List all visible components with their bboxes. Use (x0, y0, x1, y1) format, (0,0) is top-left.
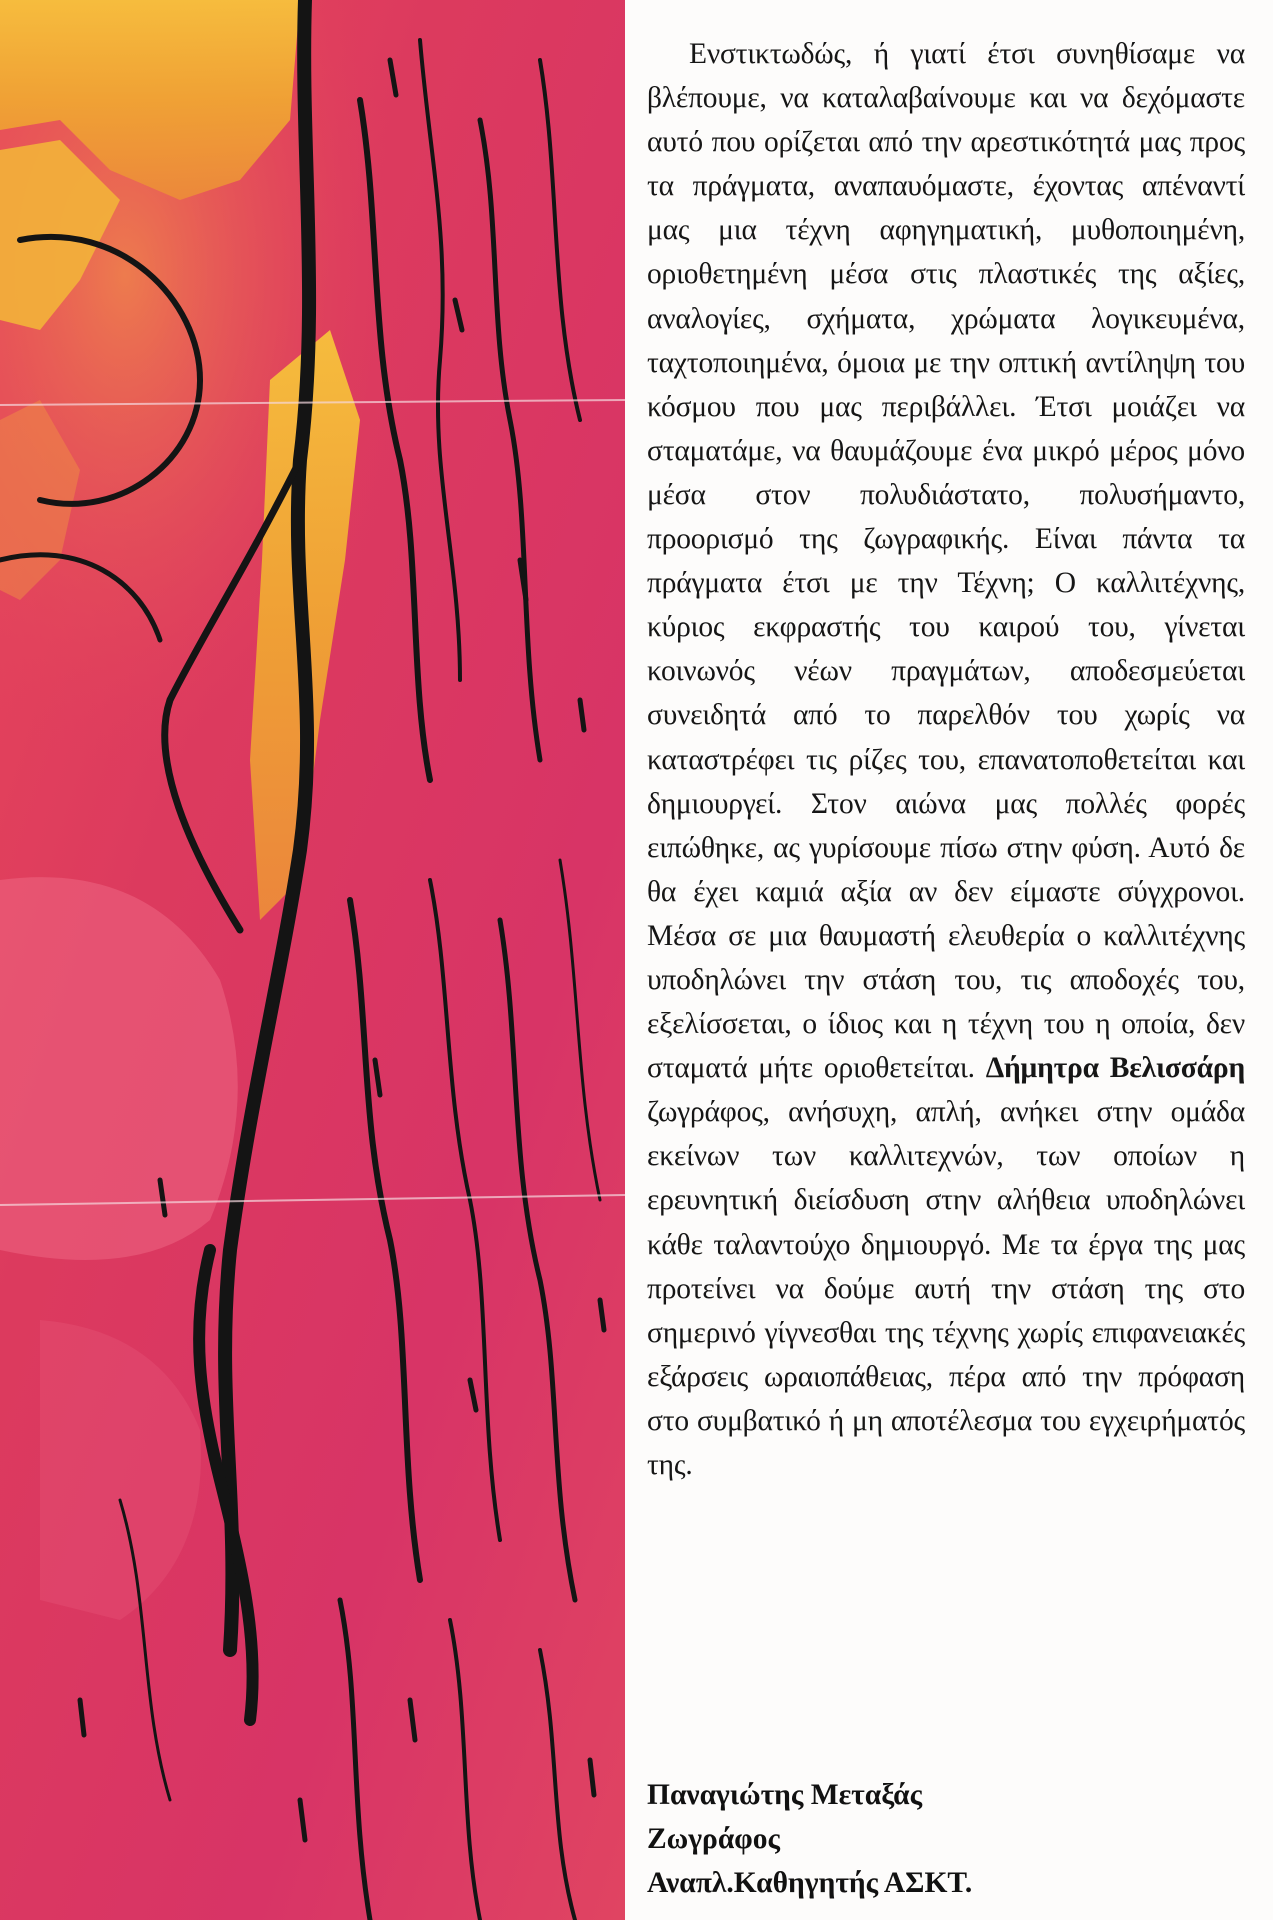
abstract-painting (0, 0, 625, 1920)
painting-artwork (0, 0, 625, 1920)
author-role: Ζωγράφος (647, 1823, 780, 1855)
essay-paragraph (647, 32, 1245, 1487)
artist-name: Δήμητρα Βελισσάρη (985, 1052, 1245, 1085)
essay-text-part-1: Ενστικτωδώς, ή γιατί έτσι συνηθίσαμε να βλέπουμε, να καταλαβαίνουμε και να δεχόμαστε αυτό που ορίζεται από την αρεστικότητά μας προς τα πράγματα, αναπαυόμαστε, έχοντας απέναντί μας μια τέχνη αφηγηματική, μυθοποιημένη, οριοθετημένη μέσα στις πλαστικές της αξίες, αναλογίες, σχήματα, χρώματα λογικευμένα, ταχτοποιημένα, όμοια με την οπτική αντίληψη του κόσμου που μας περιβάλλει. Έτσι μοιάζει να σταματάμε, να θαυμάζουμε ένα μικρό μέρος μόνο μέσα στον πολυδιάστατο, πολυσήμαντο, προορισμό της ζωγραφικής. Είναι πάντα τα πράγματα έτσι με την Τέχνη; Ο καλλιτέχνης, κύριος εκφραστής του καιρού του, γίνεται κοινωνός νέων πραγμάτων, αποδεσμεύεται συνειδητά από το παρελθόν του χωρίς να καταστρέφει τις ρίζες του, επανατοποθετείται και δημιουργεί. Στον αιώνα μας πολλές φορές ειπώθηκε, ας γυρίσουμε πίσω στην φύση. Αυτό δε θα έχει καμιά αξία αν δεν είμαστε σύγχρονοι. Μέσα σε μια θαυμαστή ελευθερία ο καλλιτέχνης υποδηλώνει την στάση του, τις αποδοχές του, εξελίσσεται, ο ίδιος και η τέχνη του η οποία, δεν σταματά μήτε οριοθετείται. (647, 38, 1245, 1085)
author-name: Παναγιώτης Μεταξάς (647, 1779, 923, 1811)
author-signature (647, 1773, 1245, 1905)
text-panel (625, 0, 1273, 1920)
author-title: Αναπλ.Καθηγητής ΑΣΚΤ. (647, 1867, 973, 1899)
essay-text-part-2: ζωγράφος, ανήσυχη, απλή, ανήκει στην ομάδα εκείνων των καλλιτεχνών, των οποίων η ερευνητική διείσδυση στην αλήθεια υποδηλώνει κάθε ταλαντούχο δημιουργό. Με τα έργα της μας προτείνει να δούμε αυτή την στάση της στο σημερινό γίγνεσθαι της τέχνης χωρίς επιφανειακές εξάρσεις ωραιοπάθειας, πέρα από την πρόφαση στο συμβατικό ή μη αποτέλεσμα του εγχειρήματός της. (647, 1096, 1245, 1481)
